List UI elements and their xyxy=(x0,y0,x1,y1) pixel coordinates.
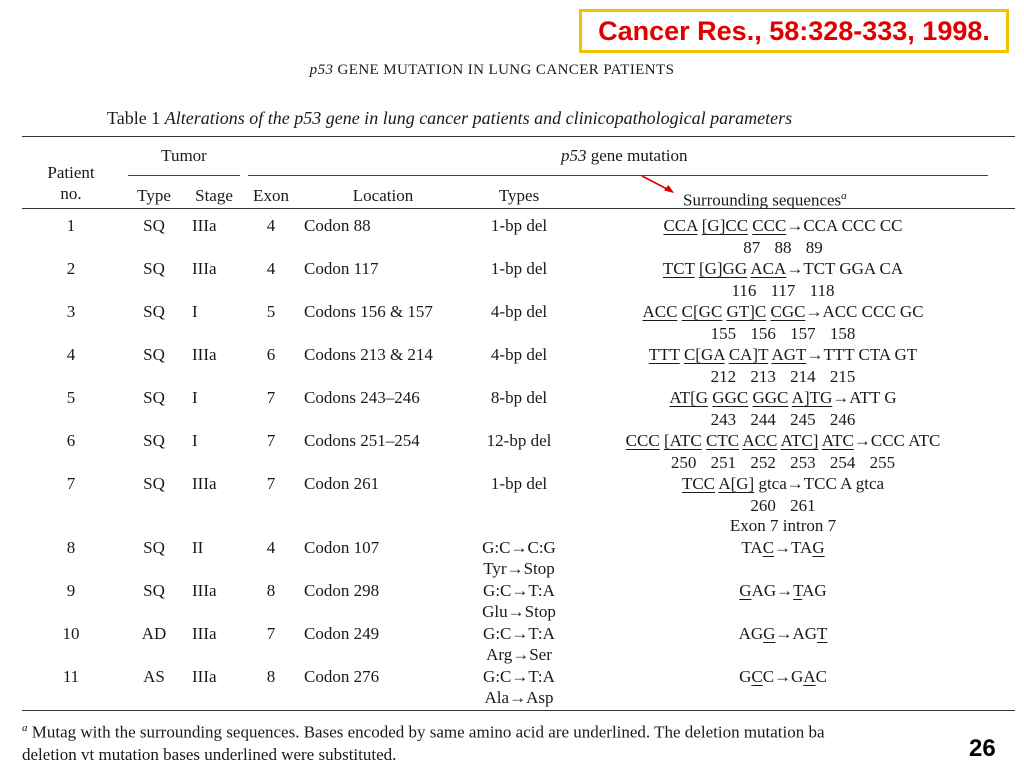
header-mutation-gene: p53 xyxy=(561,146,587,165)
sequence-part: ACA xyxy=(750,259,787,278)
cell-mutation-type: G:C→T:A xyxy=(483,667,555,686)
cell-sequence xyxy=(739,667,827,687)
cell-sequence xyxy=(739,581,826,601)
cell-stage: IIIa xyxy=(192,216,217,235)
sequence-part: AGT xyxy=(771,345,807,364)
table-caption: Alterations of the p53 gene in lung cancer patients and clinicopathological parameters xyxy=(164,108,793,128)
tumor-subrule xyxy=(128,175,240,176)
sequence-part: AG xyxy=(802,581,827,600)
cell-stage: IIIa xyxy=(192,345,217,364)
cell-mutation-type: 1-bp del xyxy=(490,216,548,235)
cell-patient-no: 10 xyxy=(62,624,80,643)
sequence-part: CGC xyxy=(770,302,806,321)
cell-patient-no: 5 xyxy=(66,388,76,407)
cell-sequence xyxy=(649,345,917,365)
cell-codon-numbers: 155 156 157 158 xyxy=(710,324,856,343)
sequence-part: AG→ xyxy=(751,581,794,600)
cell-location: Codons 251–254 xyxy=(304,431,420,450)
header-stage: Stage xyxy=(195,186,233,205)
cell-type: SQ xyxy=(143,474,165,493)
cell-location: Codon 249 xyxy=(304,624,380,643)
sequence-part: CCC xyxy=(752,216,787,235)
cell-exon: 7 xyxy=(266,388,276,407)
sequence-part: AT[G xyxy=(669,388,709,407)
sequence-part: GGC xyxy=(712,388,749,407)
citation-box xyxy=(579,9,1009,53)
cell-location: Codons 156 & 157 xyxy=(304,302,433,321)
mutation-subrule xyxy=(248,175,988,176)
cell-type: SQ xyxy=(143,581,165,600)
cell-type: SQ xyxy=(143,431,165,450)
header-types: Types xyxy=(498,186,540,205)
cell-location: Codons 243–246 xyxy=(304,388,420,407)
cell-stage: IIIa xyxy=(192,259,217,278)
header-tumor: Tumor xyxy=(161,146,207,165)
sequence-part: C[GA xyxy=(683,345,725,364)
cell-mutation-type: 1-bp del xyxy=(490,474,548,493)
footnote-line-1 xyxy=(22,717,1016,744)
header-exon: Exon xyxy=(253,186,289,205)
cell-exon-intron-note: Exon 7 intron 7 xyxy=(729,516,837,535)
cell-exon: 6 xyxy=(266,345,276,364)
cell-mutation-effect: Glu→Stop xyxy=(482,602,556,621)
footnote-line-1-text: Mutag with the surrounding sequences. Bases encoded by same amino acid are underlined. The deletion mutation ba xyxy=(27,722,825,742)
sequence-part: gtca→TCC A gtca xyxy=(754,474,885,493)
sequence-part: GT]C xyxy=(726,302,767,321)
cell-mutation-type: G:C→T:A xyxy=(483,624,555,643)
cell-type: AS xyxy=(143,667,165,686)
cell-mutation-effect: Tyr→Stop xyxy=(483,559,555,578)
cell-patient-no: 6 xyxy=(66,431,76,450)
cell-codon-numbers: 260 261 xyxy=(750,496,816,515)
header-patient-line2: no. xyxy=(60,184,82,203)
cell-patient-no: 8 xyxy=(66,538,76,557)
sequence-part: G xyxy=(739,667,752,686)
header-rule xyxy=(22,208,1015,209)
running-head xyxy=(0,62,984,79)
header-patient-line1: Patient xyxy=(47,163,95,182)
cell-patient-no: 4 xyxy=(66,345,76,364)
footnote-line-2: deletion vt mutation bases underlined were substituted. xyxy=(22,744,397,764)
sequence-part: ATC xyxy=(821,431,854,450)
cell-stage: IIIa xyxy=(192,581,217,600)
cell-stage: II xyxy=(192,538,204,557)
cell-location: Codon 298 xyxy=(304,581,380,600)
cell-stage: I xyxy=(192,388,198,407)
cell-exon: 7 xyxy=(266,474,276,493)
sequence-part: A xyxy=(803,667,816,686)
sequence-part: TTT xyxy=(648,345,680,364)
bottom-rule xyxy=(22,710,1015,711)
sequence-part: G xyxy=(739,581,752,600)
footnote xyxy=(22,717,1016,766)
cell-type: SQ xyxy=(143,538,165,557)
cell-sequence xyxy=(663,216,902,236)
cell-mutation-effect: Ala→Asp xyxy=(484,688,554,707)
sequence-part: T xyxy=(793,581,803,600)
top-rule xyxy=(22,136,1015,137)
sequence-part: TA xyxy=(741,538,763,557)
cell-sequence xyxy=(626,431,941,451)
header-surrounding-note: a xyxy=(841,190,847,202)
sequence-part: G xyxy=(812,538,825,557)
cell-type: AD xyxy=(141,624,167,643)
table-title xyxy=(107,108,792,129)
header-surrounding xyxy=(683,186,847,211)
cell-stage: IIIa xyxy=(192,667,217,686)
sequence-part: →AG xyxy=(775,624,818,643)
sequence-part: ACC xyxy=(742,431,778,450)
cell-sequence xyxy=(682,474,884,494)
sequence-part: A[G] xyxy=(718,474,755,493)
sequence-part: →CCC ATC xyxy=(853,431,941,450)
header-mutation xyxy=(561,146,688,166)
sequence-part: →ACC CCC GC xyxy=(805,302,924,321)
cell-exon: 7 xyxy=(266,431,276,450)
header-location: Location xyxy=(352,186,414,205)
sequence-part: CA]T xyxy=(728,345,769,364)
header-mutation-rest: gene mutation xyxy=(586,146,688,165)
sequence-part: [ATC xyxy=(663,431,702,450)
sequence-part: TCT xyxy=(662,259,695,278)
cell-mutation-type: 1-bp del xyxy=(490,259,548,278)
cell-patient-no: 3 xyxy=(66,302,76,321)
cell-type: SQ xyxy=(143,388,165,407)
cell-patient-no: 7 xyxy=(66,474,76,493)
cell-codon-numbers: 212 213 214 215 xyxy=(710,367,856,386)
cell-codon-numbers: 243 244 245 246 xyxy=(710,410,856,429)
running-head-gene: p53 xyxy=(309,62,334,78)
cell-mutation-type: 8-bp del xyxy=(490,388,548,407)
sequence-part: GGC xyxy=(752,388,789,407)
cell-patient-no: 11 xyxy=(62,667,80,686)
cell-type: SQ xyxy=(143,259,165,278)
cell-mutation-type: G:C→T:A xyxy=(483,581,555,600)
cell-location: Codon 276 xyxy=(304,667,380,686)
cell-stage: IIIa xyxy=(192,624,217,643)
cell-codon-numbers: 116 117 118 xyxy=(731,281,835,300)
cell-patient-no: 9 xyxy=(66,581,76,600)
sequence-part: G xyxy=(763,624,776,643)
page-number: 26 xyxy=(969,735,996,762)
sequence-part: ATC] xyxy=(780,431,819,450)
cell-location: Codons 213 & 214 xyxy=(304,345,433,364)
cell-mutation-type: 12-bp del xyxy=(486,431,552,450)
sequence-part: A]TG xyxy=(791,388,833,407)
sequence-part: C xyxy=(815,667,827,686)
sequence-part: →ATT G xyxy=(832,388,897,407)
sequence-part: TCC xyxy=(681,474,716,493)
cell-sequence xyxy=(741,538,824,558)
cell-stage: I xyxy=(192,431,198,450)
cell-patient-no: 2 xyxy=(66,259,76,278)
sequence-part: →TTT CTA GT xyxy=(806,345,918,364)
sequence-part: CCA xyxy=(663,216,698,235)
sequence-part: →CCA CCC CC xyxy=(786,216,903,235)
header-surrounding-text: Surrounding sequences xyxy=(683,190,842,210)
cell-sequence xyxy=(663,259,903,279)
sequence-part: CCC xyxy=(625,431,660,450)
header-type: Type xyxy=(137,186,171,205)
cell-exon: 5 xyxy=(266,302,276,321)
sequence-part: ACC xyxy=(642,302,678,321)
cell-mutation-type: G:C→C:G xyxy=(482,538,556,557)
cell-mutation-type: 4-bp del xyxy=(490,302,548,321)
cell-location: Codon 88 xyxy=(304,216,371,235)
cell-patient-no: 1 xyxy=(66,216,76,235)
running-head-text: GENE MUTATION IN LUNG CANCER PATIENTS xyxy=(333,62,675,78)
cell-sequence xyxy=(739,624,828,644)
sequence-part: C→G xyxy=(762,667,804,686)
citation-text: Cancer Res., 58:328-333, 1998. xyxy=(598,15,990,46)
cell-exon: 4 xyxy=(266,259,276,278)
sequence-part: →TCT GGA CA xyxy=(786,259,904,278)
cell-exon: 8 xyxy=(266,581,276,600)
cell-type: SQ xyxy=(143,216,165,235)
cell-stage: I xyxy=(192,302,198,321)
cell-sequence xyxy=(642,302,923,322)
sequence-part: C xyxy=(762,538,775,557)
sequence-part: C[GC xyxy=(681,302,723,321)
sequence-part: T xyxy=(817,624,828,643)
sequence-part: [G]GG xyxy=(698,259,748,278)
cell-exon: 4 xyxy=(266,216,276,235)
cell-stage: IIIa xyxy=(192,474,217,493)
cell-location: Codon 117 xyxy=(304,259,379,278)
sequence-part: CTC xyxy=(705,431,740,450)
cell-codon-numbers: 250 251 252 253 254 255 xyxy=(670,453,896,472)
cell-exon: 7 xyxy=(266,624,276,643)
sequence-part: →TA xyxy=(774,538,813,557)
cell-mutation-effect: Arg→Ser xyxy=(486,645,552,664)
footnote-marker: a xyxy=(22,722,28,734)
cell-type: SQ xyxy=(143,302,165,321)
cell-mutation-type: 4-bp del xyxy=(490,345,548,364)
annotation-arrow-icon xyxy=(640,174,676,194)
cell-exon: 8 xyxy=(266,667,276,686)
cell-location: Codon 107 xyxy=(304,538,380,557)
cell-exon: 4 xyxy=(266,538,276,557)
cell-sequence xyxy=(669,388,896,408)
sequence-part: [G]CC xyxy=(701,216,749,235)
cell-location: Codon 261 xyxy=(304,474,380,493)
table-label: Table 1 xyxy=(107,108,165,128)
sequence-part: C xyxy=(751,667,763,686)
cell-type: SQ xyxy=(143,345,165,364)
sequence-part: AG xyxy=(738,624,764,643)
cell-codon-numbers: 87 88 89 xyxy=(743,238,823,257)
